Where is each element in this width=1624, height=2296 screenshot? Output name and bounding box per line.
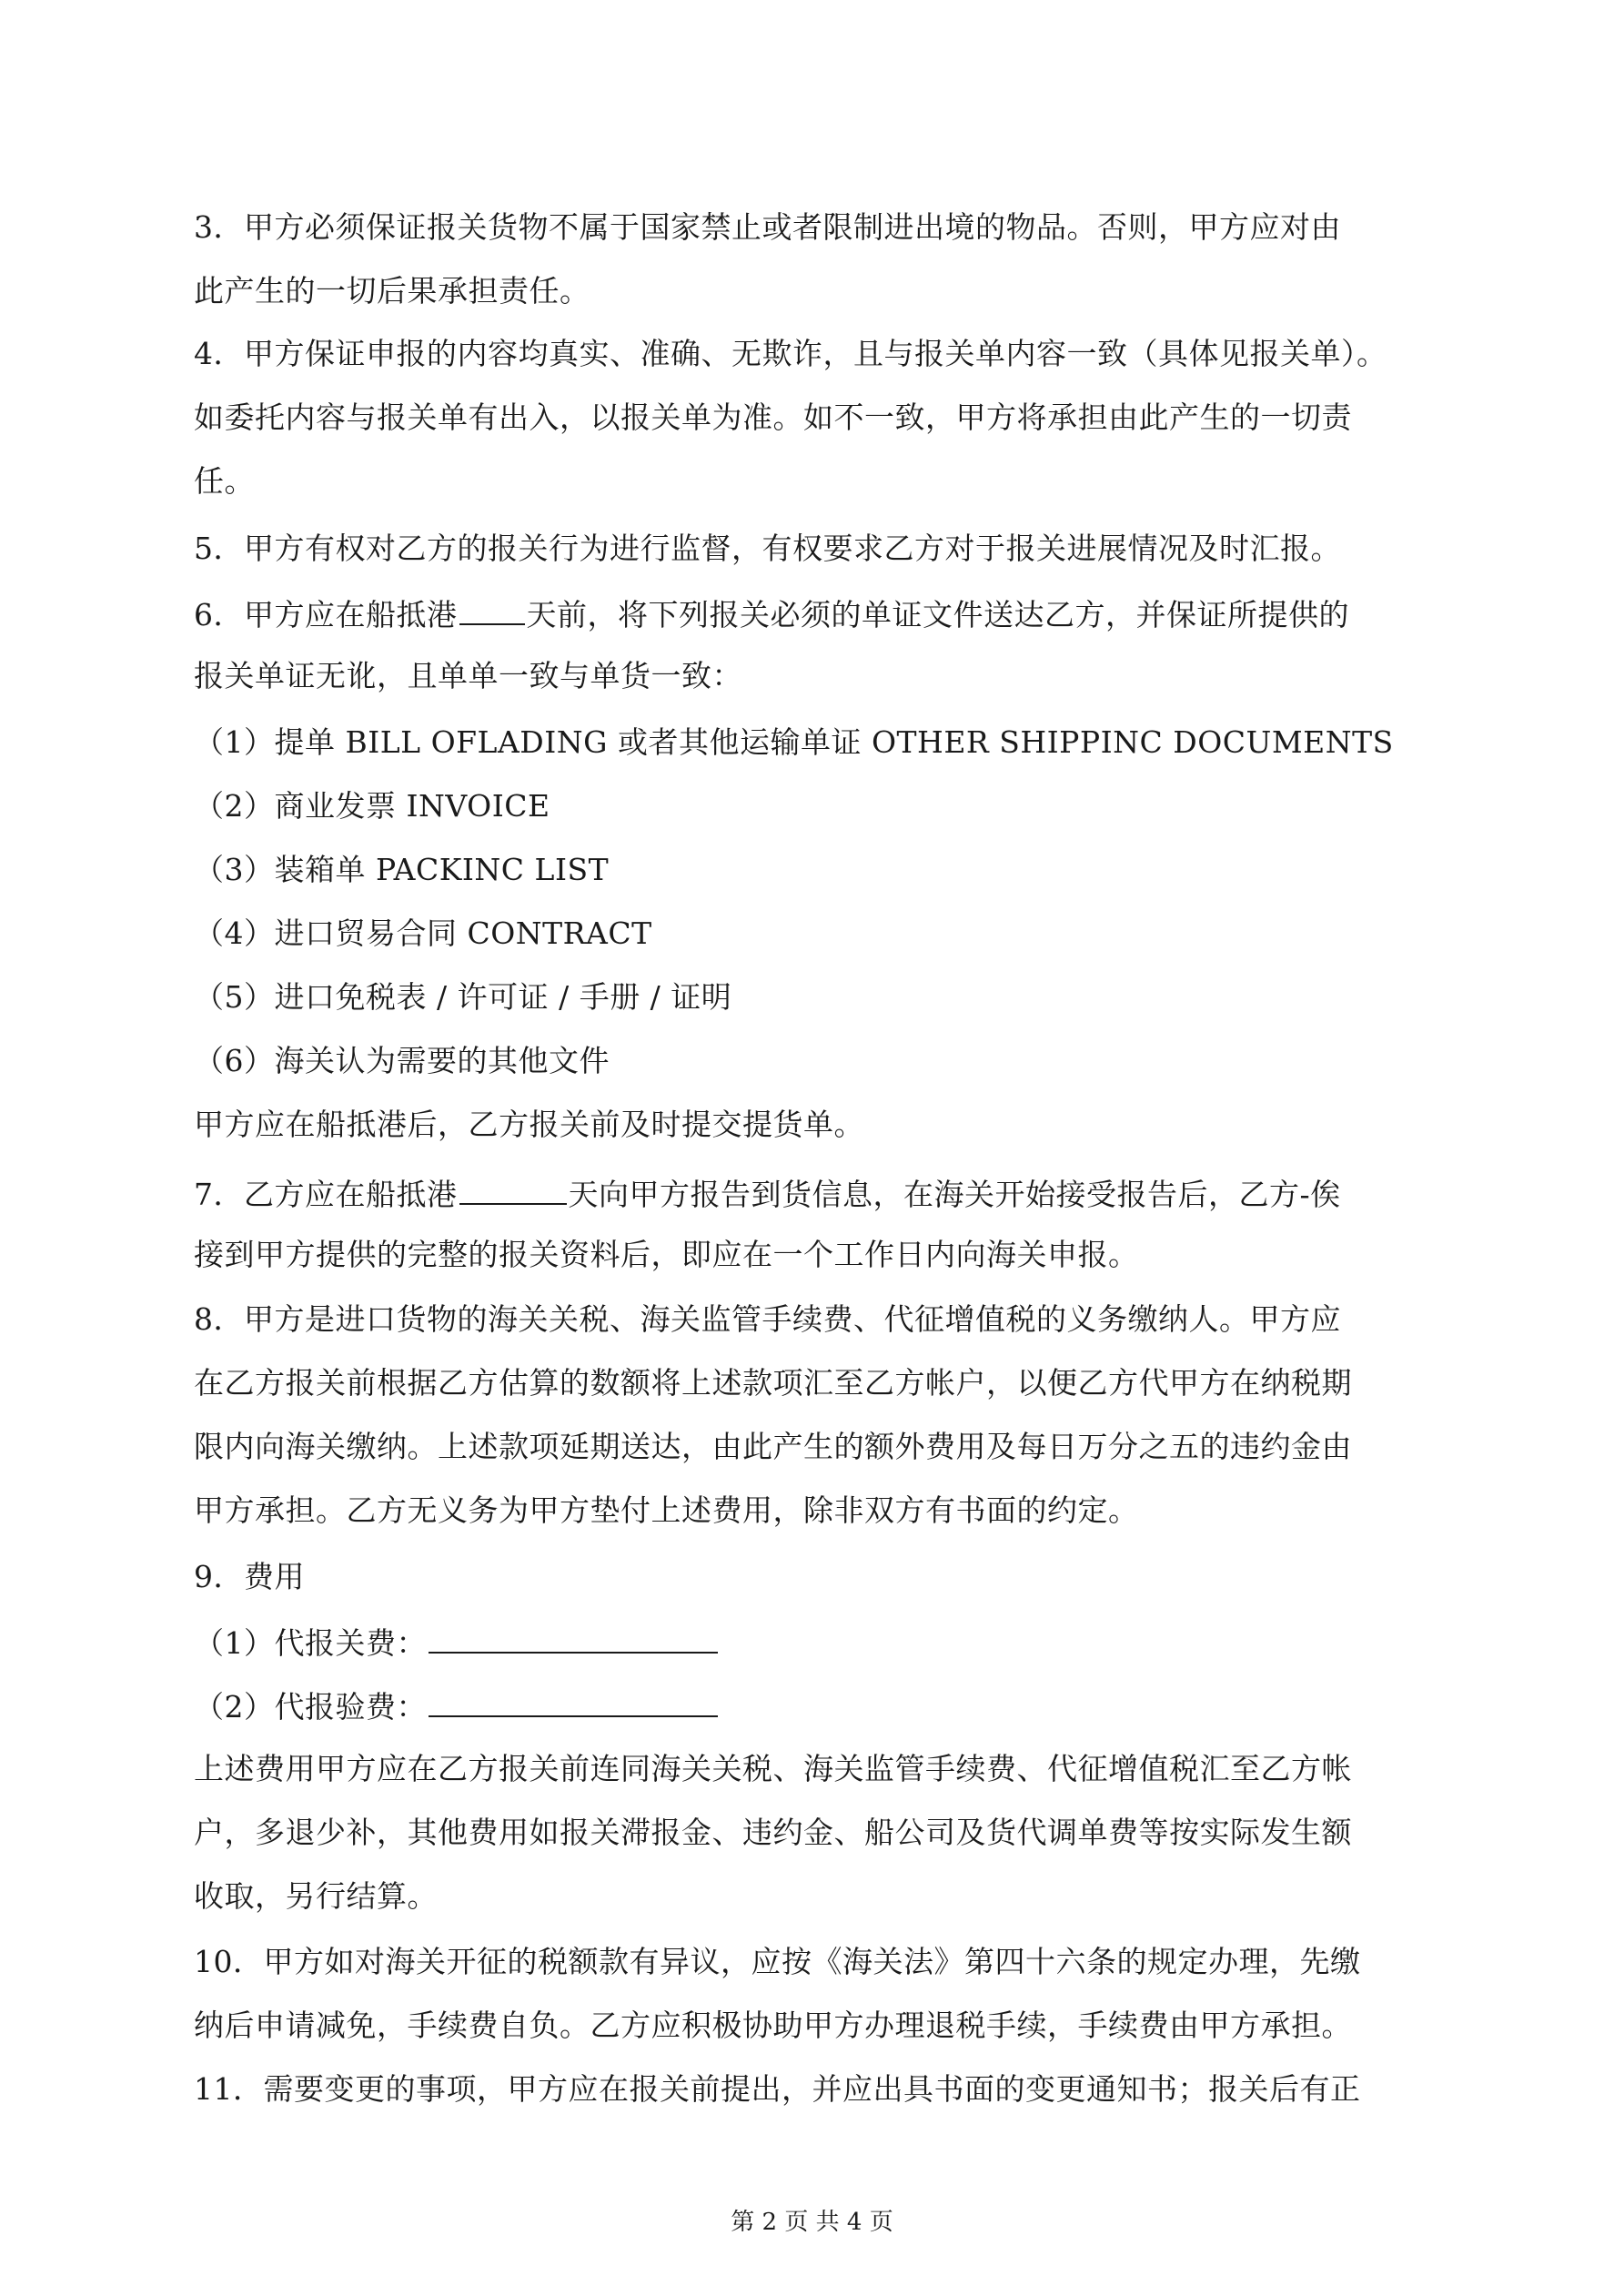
clause-11-line-1: 11．需要变更的事项，甲方应在报关前提出，并应出具书面的变更通知书；报关后有正 [194,2071,1361,2107]
clause-10-line-2: 纳后申请减免，手续费自负。乙方应积极协助甲方办理退税手续，手续费由甲方承担。 [194,2008,1352,2043]
clause-4-line-2: 如委托内容与报关单有出入，以报关单为准。如不一致，甲方将承担由此产生的一切责 [194,400,1352,435]
clause-3-line-2: 此产生的一切后果承担责任。 [194,273,590,308]
clause-6-line-1 [194,594,1449,633]
clause-8-line-3: 限内向海关缴纳。上述款项延期送达，由此产生的额外费用及每日万分之五的违约金由 [194,1429,1352,1464]
clause-4-line-1: 4．甲方保证申报的内容均真实、准确、无欺诈，且与报关单内容一致（具体见报关单）。 [194,336,1387,371]
doc-item-3: （3）装箱单 PACKINC LIST [194,852,610,887]
fee-declaration [194,1623,1449,1662]
fee-declaration-blank [429,1623,718,1654]
clause-7-line-1 [194,1174,1449,1213]
fee-inspection [194,1686,1449,1725]
doc-item-5: （5）进口免税表 / 许可证 / 手册 / 证明 [194,979,732,1015]
fees-paragraph-line-1: 上述费用甲方应在乙方报关前连同海关关税、海关监管手续费、代征增值税汇至乙方帐 [194,1751,1352,1786]
clause-7-line-2: 接到甲方提供的完整的报关资料后，即应在一个工作日内向海关申报。 [194,1237,1139,1272]
clause-6-text-b: 天前，将下列报关必须的单证文件送达乙方，并保证所提供的 [526,597,1349,632]
clause-6-text-a: 6．甲方应在船抵港 [194,597,458,632]
clause-4-line-3: 任。 [194,463,255,499]
clause-6-line-2: 报关单证无讹，且单单一致与单货一致： [194,658,742,693]
bill-of-lading-note: 甲方应在船抵港后，乙方报关前及时提交提货单。 [194,1107,864,1142]
clause-9-heading: 9．费用 [194,1559,305,1594]
fee-declaration-label: （1）代报关费： [194,1625,427,1661]
clause-5-line-1: 5．甲方有权对乙方的报关行为进行监督，有权要求乙方对于报关进展情况及时汇报。 [194,531,1341,566]
days-report-blank [459,1174,567,1205]
fee-inspection-label: （2）代报验费： [194,1689,427,1725]
clause-7-text-a: 7．乙方应在船抵港 [194,1177,458,1212]
fees-paragraph-line-3: 收取，另行结算。 [194,1878,438,1914]
doc-item-4: （4）进口贸易合同 CONTRACT [194,915,652,951]
fees-paragraph-line-2: 户，多退少补，其他费用如报关滞报金、违约金、船公司及货代调单费等按实际发生额 [194,1815,1352,1850]
page-number: 第 2 页 共 4 页 [731,2209,893,2236]
clause-3-line-1: 3．甲方必须保证报关货物不属于国家禁止或者限制进出境的物品。否则，甲方应对由 [194,209,1341,245]
doc-item-6: （6）海关认为需要的其他文件 [194,1043,610,1078]
fee-inspection-blank [429,1686,718,1717]
clause-8-line-2: 在乙方报关前根据乙方估算的数额将上述款项汇至乙方帐户，以便乙方代甲方在纳税期 [194,1365,1352,1401]
clause-7-text-b: 天向甲方报告到货信息，在海关开始接受报告后，乙方-俟 [568,1177,1341,1212]
clause-8-line-1: 8．甲方是进口货物的海关关税、海关监管手续费、代征增值税的义务缴纳人。甲方应 [194,1301,1341,1337]
days-before-arrival-blank [459,594,525,625]
clause-10-line-1: 10．甲方如对海关开征的税额款有异议，应按《海关法》第四十六条的规定办理，先缴 [194,1944,1361,1979]
clause-8-line-4: 甲方承担。乙方无义务为甲方垫付上述费用，除非双方有书面的约定。 [194,1492,1139,1528]
doc-item-1: （1）提单 BILL OFLADING 或者其他运输单证 OTHER SHIPPINC DOCUMENTS [194,724,1394,760]
doc-item-2: （2）商业发票 INVOICE [194,788,550,824]
